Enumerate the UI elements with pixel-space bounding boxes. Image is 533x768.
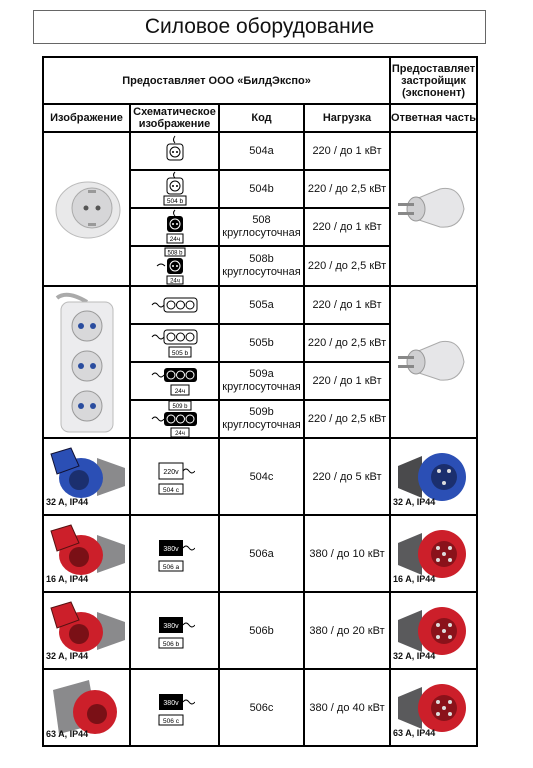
schematic-label: 24ч bbox=[169, 236, 180, 243]
schematic-506b bbox=[130, 592, 219, 669]
current-rating-label: 32 A, IP44 bbox=[393, 650, 436, 661]
schematic-label: 509 b bbox=[171, 404, 188, 410]
load-506b: 380 / до 20 кВт bbox=[304, 592, 390, 669]
industrial-box-icon bbox=[155, 688, 195, 728]
industrial-box-icon bbox=[155, 534, 195, 574]
load-505b: 220 / до 2,5 кВт bbox=[304, 324, 390, 362]
industrial-socket-cell bbox=[43, 669, 130, 746]
table-row bbox=[43, 132, 477, 170]
schematic-508b bbox=[130, 246, 219, 286]
schematic-label: 506 a bbox=[162, 563, 179, 571]
voltage-label: 380v bbox=[162, 622, 179, 630]
table-row bbox=[43, 669, 477, 746]
schematic-508 bbox=[130, 208, 219, 246]
schuko-socket-icon bbox=[155, 247, 195, 285]
triple-socket-icon bbox=[151, 365, 199, 397]
col-load-header: Нагрузка bbox=[304, 104, 390, 132]
voltage-label: 380v bbox=[162, 545, 179, 553]
code-text: 509a bbox=[249, 368, 274, 380]
code-text: 508 bbox=[252, 214, 271, 226]
schematic-label-2: 24ч bbox=[174, 431, 185, 437]
code-note: круглосуточная bbox=[222, 419, 301, 431]
load-504b: 220 / до 2,5 кВт bbox=[304, 170, 390, 208]
current-rating-label: 32 A, IP44 bbox=[393, 496, 436, 507]
exhibitor-header: Предоставляет застройщик (экспонент) bbox=[390, 57, 477, 104]
schematic-label: 24ч bbox=[174, 388, 185, 395]
triple-socket-icon bbox=[151, 295, 199, 315]
load-504a: 220 / до 1 кВт bbox=[304, 132, 390, 170]
schuko-socket-icon bbox=[158, 171, 192, 207]
schematic-506a bbox=[130, 515, 219, 592]
col-code-header: Код bbox=[219, 104, 304, 132]
load-506c: 380 / до 40 кВт bbox=[304, 669, 390, 746]
code-506a: 506a bbox=[219, 515, 304, 592]
voltage-label: 380v bbox=[162, 699, 179, 707]
industrial-plug-cell bbox=[390, 592, 477, 669]
white-socket-image bbox=[43, 132, 130, 286]
table-row bbox=[43, 515, 477, 592]
schematic-504b bbox=[130, 170, 219, 208]
load-508b: 220 / до 2,5 кВт bbox=[304, 246, 390, 286]
code-508 bbox=[219, 208, 304, 246]
schematic-label: 508 b bbox=[166, 250, 183, 257]
schematic-label-2: 24ч bbox=[169, 278, 180, 285]
code-504b: 504b bbox=[219, 170, 304, 208]
industrial-plug-cell bbox=[390, 515, 477, 592]
current-rating-label: 63 A, IP44 bbox=[393, 727, 436, 738]
load-509a: 220 / до 1 кВт bbox=[304, 362, 390, 400]
current-rating-label: 16 A, IP44 bbox=[393, 573, 436, 584]
load-504c: 220 / до 5 кВт bbox=[304, 438, 390, 515]
code-504a: 504a bbox=[219, 132, 304, 170]
schuko-socket-icon bbox=[158, 209, 192, 245]
power-strip-image bbox=[43, 286, 130, 438]
provider-header: Предоставляет ООО «БилдЭкспо» bbox=[43, 57, 390, 104]
industrial-box-icon bbox=[155, 457, 195, 497]
schematic-504c bbox=[130, 438, 219, 515]
current-rating-label: 16 A, IP44 bbox=[46, 573, 89, 584]
power-strip-icon bbox=[47, 288, 127, 436]
schematic-504a bbox=[130, 132, 219, 170]
voltage-label: 220v bbox=[162, 468, 179, 476]
schematic-509a bbox=[130, 362, 219, 400]
code-506b: 506b bbox=[219, 592, 304, 669]
code-509b bbox=[219, 400, 304, 438]
load-506a: 380 / до 10 кВт bbox=[304, 515, 390, 592]
schematic-505a bbox=[130, 286, 219, 324]
code-509a bbox=[219, 362, 304, 400]
white-plug-icon bbox=[394, 322, 474, 402]
schematic-label: 506 c bbox=[162, 717, 179, 725]
schuko-socket-icon bbox=[160, 134, 190, 168]
industrial-plug-cell bbox=[390, 669, 477, 746]
code-506c: 506c bbox=[219, 669, 304, 746]
white-plug-image-2 bbox=[390, 286, 477, 438]
triple-socket-icon bbox=[151, 327, 199, 359]
current-rating-label: 32 A, IP44 bbox=[46, 496, 89, 507]
col-counterpart-header: Ответная часть bbox=[390, 104, 477, 132]
load-508: 220 / до 1 кВт bbox=[304, 208, 390, 246]
page-title: Силовое оборудование bbox=[33, 10, 486, 44]
table-row bbox=[43, 286, 477, 324]
industrial-socket-cell bbox=[43, 515, 130, 592]
white-plug-image bbox=[390, 132, 477, 286]
industrial-socket-cell bbox=[43, 438, 130, 515]
code-504c: 504c bbox=[219, 438, 304, 515]
equipment-table bbox=[42, 56, 478, 747]
code-note: круглосуточная bbox=[222, 266, 301, 278]
white-socket-icon bbox=[48, 170, 126, 248]
schematic-505b bbox=[130, 324, 219, 362]
industrial-box-icon bbox=[155, 611, 195, 651]
code-505b: 505b bbox=[219, 324, 304, 362]
code-508b bbox=[219, 246, 304, 286]
industrial-plug-cell bbox=[390, 438, 477, 515]
table-row bbox=[43, 438, 477, 515]
col-image-header: Изображение bbox=[43, 104, 130, 132]
white-plug-icon bbox=[394, 169, 474, 249]
table-row bbox=[43, 592, 477, 669]
schematic-506c bbox=[130, 669, 219, 746]
schematic-label: 504 c bbox=[162, 486, 179, 494]
load-509b: 220 / до 2,5 кВт bbox=[304, 400, 390, 438]
code-505a: 505a bbox=[219, 286, 304, 324]
industrial-socket-cell bbox=[43, 592, 130, 669]
load-505a: 220 / до 1 кВт bbox=[304, 286, 390, 324]
current-rating-label: 32 A, IP44 bbox=[46, 650, 89, 661]
schematic-label: 505 b bbox=[171, 350, 188, 357]
schematic-label: 506 b bbox=[162, 640, 179, 648]
col-schematic-header: Схематическое изображение bbox=[130, 104, 219, 132]
code-note: круглосуточная bbox=[222, 227, 301, 239]
current-rating-label: 63 A, IP44 bbox=[46, 728, 89, 739]
code-text: 509b bbox=[249, 406, 274, 418]
schematic-509b bbox=[130, 400, 219, 438]
triple-socket-icon bbox=[151, 401, 199, 437]
schematic-label: 504 b bbox=[166, 198, 183, 205]
code-text: 508b bbox=[249, 253, 274, 265]
code-note: круглосуточная bbox=[222, 381, 301, 393]
